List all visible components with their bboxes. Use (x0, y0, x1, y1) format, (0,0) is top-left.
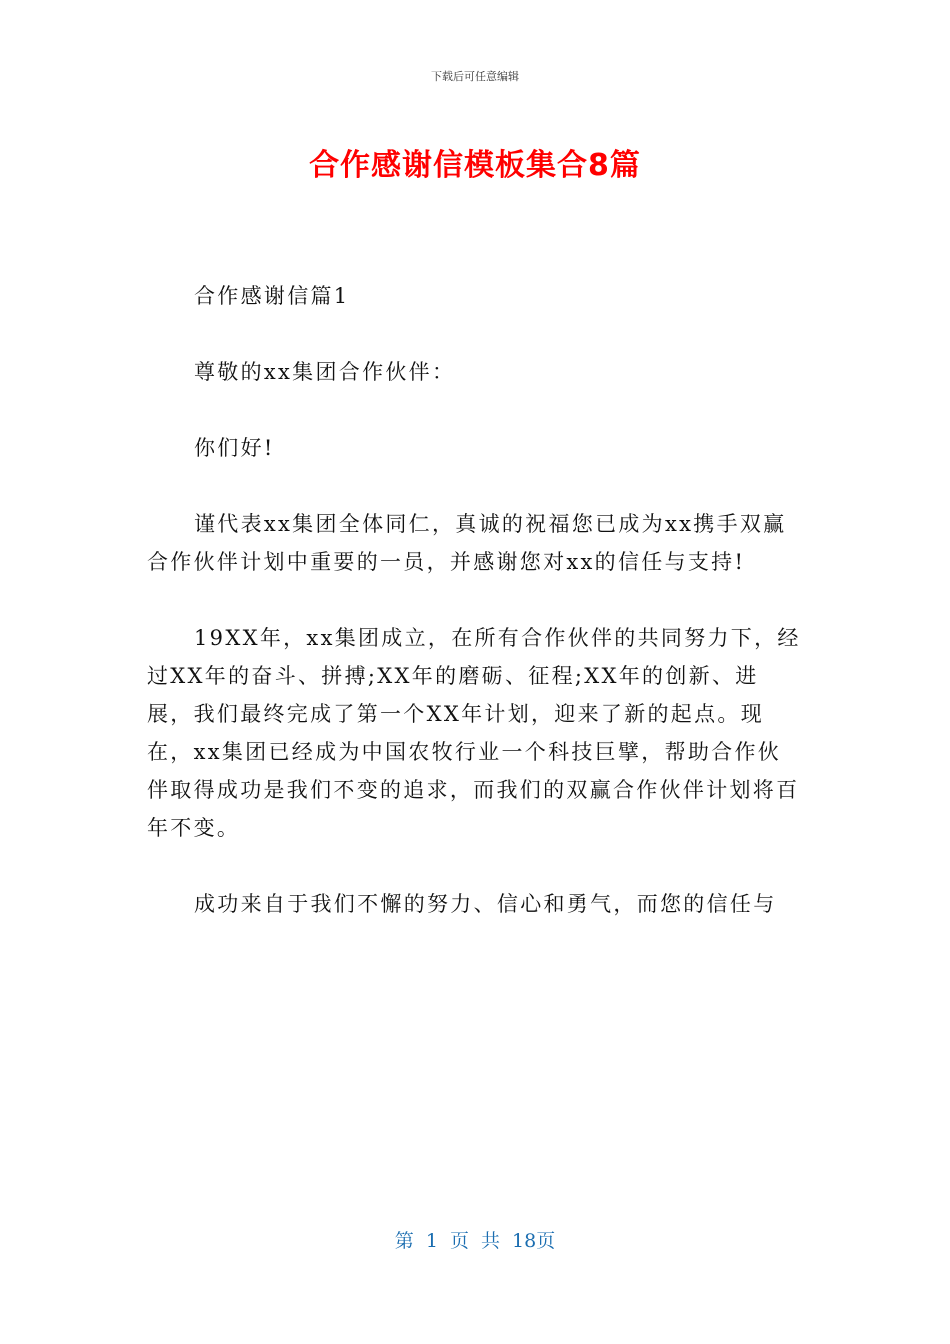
body-paragraph: 谨代表xx集团全体同仁，真诚的祝福您已成为xx携手双赢合作伙伴计划中重要的一员，并感谢您对xx的信任与支持! (147, 512, 787, 574)
page-number-footer: 第 1 页 共 18页 (394, 1230, 556, 1252)
greeting: 你们好! (194, 436, 275, 460)
body-paragraph: 19XX年，xx集团成立，在所有合作伙伴的共同努力下，经过XX年的奋斗、拼搏;XX年的磨砺、征程;XX年的创新、进展，我们最终完成了第一个XX年计划，迎来了新的起点。现在，xx集团已经成为中国农牧行业一个科技巨擘，帮助合作伙伴取得成功是我们不变的追求，而我们的双赢合作伙伴计划将百年不变。 (147, 626, 801, 840)
body-paragraph: 成功来自于我们不懈的努力、信心和勇气，而您的信任与 (194, 892, 777, 916)
edit-note-header: 下载后可任意编辑 (431, 70, 519, 83)
section-heading: 合作感谢信篇1 (194, 284, 350, 308)
salutation: 尊敬的xx集团合作伙伴： (194, 360, 456, 384)
document-body (147, 277, 803, 923)
document-title: 合作感谢信模板集合8篇 (309, 148, 641, 183)
